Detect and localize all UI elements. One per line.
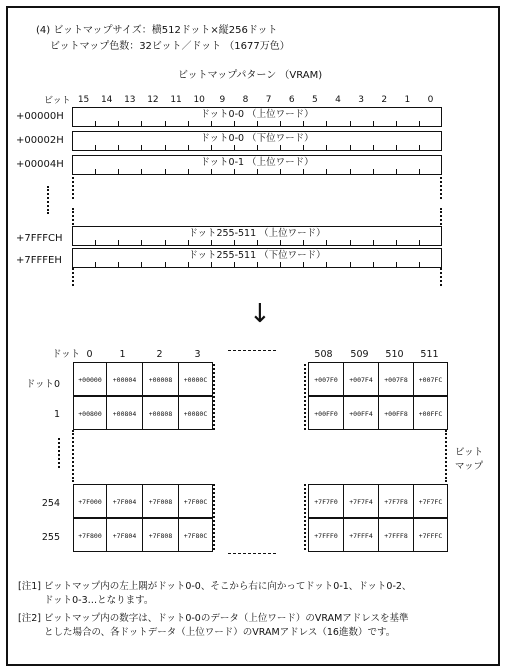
col-header: 3 bbox=[194, 349, 201, 360]
bit-number-label: 0 bbox=[427, 95, 434, 105]
continuation-line-left-3 bbox=[72, 268, 74, 286]
side-label-bit: ビット bbox=[455, 447, 484, 458]
header-size-text: (4) ビットマップサイズ：横512ドット×縦256ドット bbox=[36, 25, 278, 36]
bit-tick bbox=[257, 240, 258, 245]
top-continuation-dash bbox=[228, 350, 276, 351]
col-header: 508 bbox=[314, 349, 333, 360]
bit-tick bbox=[188, 121, 189, 126]
bit-tick bbox=[141, 121, 142, 126]
bit-tick bbox=[280, 169, 281, 174]
bit-tick bbox=[373, 240, 374, 245]
bit-tick bbox=[396, 145, 397, 150]
bit-tick bbox=[280, 240, 281, 245]
figure-frame bbox=[6, 6, 500, 666]
bit-number-label: 14 bbox=[100, 95, 113, 105]
note-1-line-1: [注1] ビットマップ内の左上隅がドット0-0、そこから右に向かってドット0-1、ドット0-2、 bbox=[18, 581, 412, 592]
bitmap-cell: +7F004 bbox=[106, 484, 143, 518]
bit-tick bbox=[373, 262, 374, 267]
bit-tick bbox=[165, 169, 166, 174]
bit-tick bbox=[257, 145, 258, 150]
bit-tick bbox=[141, 169, 142, 174]
bitmap-cell: +0080C bbox=[178, 396, 213, 430]
vram-row bbox=[72, 155, 442, 175]
bit-tick bbox=[419, 169, 420, 174]
bitmap-cell: +00FF4 bbox=[343, 396, 379, 430]
dot-row-prefix: ドット bbox=[25, 379, 54, 390]
vram-row-label: ドット0-0 （下位ワード） bbox=[200, 133, 314, 144]
bit-tick bbox=[188, 145, 189, 150]
bit-tick bbox=[373, 145, 374, 150]
grid-mid-right-continuation bbox=[304, 364, 306, 430]
continuation-dots-addr bbox=[47, 186, 49, 214]
bit-tick bbox=[257, 169, 258, 174]
bit-number-label: 9 bbox=[219, 95, 226, 105]
bit-tick bbox=[419, 262, 420, 267]
bit-tick bbox=[188, 169, 189, 174]
bitmap-cell: +00004 bbox=[106, 362, 143, 396]
bitmap-cell: +00FFC bbox=[413, 396, 448, 430]
bit-tick bbox=[211, 262, 212, 267]
bit-tick bbox=[95, 240, 96, 245]
grid-mid-left-continuation bbox=[213, 364, 215, 430]
row-addr: +7FFFCH bbox=[16, 233, 63, 244]
bitmap-cell: +0000C bbox=[178, 362, 213, 396]
bitmap-cell: +7FFF4 bbox=[343, 518, 379, 552]
row-addr: +00002H bbox=[16, 135, 64, 146]
bitmap-cell: +7F800 bbox=[73, 518, 107, 552]
vram-row bbox=[72, 107, 442, 127]
bit-tick bbox=[95, 262, 96, 267]
side-label-map: マップ bbox=[455, 461, 484, 472]
bitmap-cell: +7F00C bbox=[178, 484, 213, 518]
vram-row bbox=[72, 226, 442, 246]
bit-tick bbox=[373, 169, 374, 174]
bit-tick bbox=[118, 240, 119, 245]
bit-tick bbox=[303, 145, 304, 150]
bit-tick bbox=[326, 262, 327, 267]
bitmap-cell: +7F000 bbox=[73, 484, 107, 518]
bit-tick bbox=[234, 240, 235, 245]
bit-tick bbox=[141, 262, 142, 267]
bitmap-cell: +00FF0 bbox=[308, 396, 344, 430]
bit-tick bbox=[118, 262, 119, 267]
bit-tick bbox=[188, 262, 189, 267]
grid-right-continuation bbox=[445, 430, 447, 482]
header-color-text: ビットマップ色数：32ビット／ドット （1677万色） bbox=[50, 41, 290, 52]
bit-number-label: 1 bbox=[404, 95, 411, 105]
bitmap-cell: +7F7FC bbox=[413, 484, 448, 518]
continuation-line-left-2 bbox=[72, 208, 74, 228]
bit-tick bbox=[326, 145, 327, 150]
bitmap-cell: +7F808 bbox=[142, 518, 179, 552]
bit-number-label: 4 bbox=[335, 95, 341, 105]
grid-mid-left-continuation-2 bbox=[213, 484, 215, 550]
col-header: 2 bbox=[156, 349, 163, 360]
bit-tick bbox=[118, 145, 119, 150]
bitmap-cell: +7F804 bbox=[106, 518, 143, 552]
bitmap-cell: +7FFF0 bbox=[308, 518, 344, 552]
bottom-continuation-dash bbox=[228, 553, 276, 554]
bit-tick bbox=[234, 169, 235, 174]
bit-tick bbox=[326, 121, 327, 126]
bitmap-cell: +00000 bbox=[73, 362, 107, 396]
continuation-line-left bbox=[72, 177, 74, 199]
bit-tick bbox=[326, 169, 327, 174]
bit-number-label: 10 bbox=[193, 95, 205, 105]
bit-tick bbox=[234, 262, 235, 267]
bit-tick bbox=[350, 121, 351, 126]
bit-word-label: ビット bbox=[44, 96, 71, 106]
bit-number-label: 6 bbox=[288, 95, 295, 105]
vram-row bbox=[72, 248, 442, 268]
bit-tick bbox=[234, 121, 235, 126]
dot-word-label: ドット bbox=[52, 349, 81, 360]
bit-tick bbox=[95, 145, 96, 150]
bit-tick bbox=[141, 145, 142, 150]
bit-tick bbox=[303, 169, 304, 174]
vram-row-label: ドット0-1 （上位ワード） bbox=[200, 157, 314, 168]
bitmap-cell: +00FF8 bbox=[378, 396, 414, 430]
row-header-value: 0 bbox=[53, 379, 60, 390]
bitmap-cell: +007F0 bbox=[308, 362, 344, 396]
col-header: 0 bbox=[86, 349, 93, 360]
note-2-line-2: とした場合の、各ドットデータ（上位ワード）のVRAMアドレス（16進数）です。 bbox=[44, 627, 396, 638]
bit-tick bbox=[211, 240, 212, 245]
bit-tick bbox=[419, 121, 420, 126]
bit-tick bbox=[280, 145, 281, 150]
bit-tick bbox=[257, 262, 258, 267]
vram-row-label: ドット255-511 （上位ワード） bbox=[188, 228, 326, 239]
bit-number-label: 13 bbox=[124, 95, 136, 105]
bitmap-cell: +7F008 bbox=[142, 484, 179, 518]
bitmap-cell: +007F8 bbox=[378, 362, 414, 396]
bit-number-label: 5 bbox=[311, 95, 318, 105]
bit-tick bbox=[303, 262, 304, 267]
continuation-line-right-3 bbox=[440, 268, 442, 286]
bitmap-cell: +00804 bbox=[106, 396, 143, 430]
bitmap-cell: +00008 bbox=[142, 362, 179, 396]
bit-number-label: 15 bbox=[77, 95, 90, 105]
vram-row-label: ドット0-0 （上位ワード） bbox=[200, 109, 314, 120]
bit-number-label: 2 bbox=[381, 95, 388, 105]
continuation-line-right bbox=[440, 177, 442, 199]
bit-number-label: 8 bbox=[242, 95, 249, 105]
grid-left-continuation bbox=[72, 430, 74, 482]
down-arrow-icon: ↓ bbox=[249, 299, 271, 329]
note-2-line-1: [注2] ビットマップ内の数字は、ドット0-0のデータ（上位ワード）のVRAMアドレスを基準 bbox=[18, 613, 409, 624]
grid-mid-right-continuation-2 bbox=[304, 484, 306, 550]
bitmap-cell: +7FFF8 bbox=[378, 518, 414, 552]
bitmap-cell: +00808 bbox=[142, 396, 179, 430]
vram-row bbox=[72, 131, 442, 151]
bit-tick bbox=[165, 121, 166, 126]
bit-tick bbox=[257, 121, 258, 126]
bitmap-cell: +7F80C bbox=[178, 518, 213, 552]
bit-tick bbox=[234, 145, 235, 150]
bit-tick bbox=[373, 121, 374, 126]
bit-tick bbox=[118, 121, 119, 126]
bitmap-cell: +00800 bbox=[73, 396, 107, 430]
row-continuation-dots bbox=[58, 438, 60, 468]
row-header: 1 bbox=[53, 409, 60, 420]
bit-tick bbox=[396, 240, 397, 245]
continuation-line-right-2 bbox=[440, 208, 442, 228]
bit-number-label: 3 bbox=[358, 95, 364, 105]
bit-tick bbox=[141, 240, 142, 245]
bit-tick bbox=[165, 240, 166, 245]
bit-number-label: 7 bbox=[265, 95, 272, 105]
col-header: 509 bbox=[350, 349, 369, 360]
bit-tick bbox=[396, 121, 397, 126]
bit-tick bbox=[211, 145, 212, 150]
diagram-title: ビットマップパターン （VRAM) bbox=[178, 70, 323, 81]
bit-tick bbox=[350, 145, 351, 150]
row-addr: +7FFFEH bbox=[16, 255, 62, 266]
bitmap-cell: +7F7F0 bbox=[308, 484, 344, 518]
row-addr: +00000H bbox=[16, 111, 64, 122]
bitmap-cell: +7F7F4 bbox=[343, 484, 379, 518]
bit-tick bbox=[326, 240, 327, 245]
bit-tick bbox=[350, 169, 351, 174]
bit-tick bbox=[211, 121, 212, 126]
col-header: 510 bbox=[385, 349, 404, 360]
bit-tick bbox=[350, 240, 351, 245]
bit-tick bbox=[118, 169, 119, 174]
bitmap-cell: +007F4 bbox=[343, 362, 379, 396]
bitmap-cell: +7FFFC bbox=[413, 518, 448, 552]
row-addr: +00004H bbox=[16, 159, 64, 170]
bit-tick bbox=[396, 262, 397, 267]
row-header: 255 bbox=[41, 532, 60, 543]
row-header bbox=[20, 376, 60, 390]
bit-tick bbox=[188, 240, 189, 245]
bit-tick bbox=[280, 121, 281, 126]
bit-number-label: 12 bbox=[147, 95, 159, 105]
bit-tick bbox=[419, 240, 420, 245]
bit-tick bbox=[396, 169, 397, 174]
bit-tick bbox=[280, 262, 281, 267]
bit-tick bbox=[95, 169, 96, 174]
bit-tick bbox=[419, 145, 420, 150]
row-header: 254 bbox=[41, 498, 60, 509]
bitmap-cell: +7F7F8 bbox=[378, 484, 414, 518]
bit-tick bbox=[165, 262, 166, 267]
bit-tick bbox=[350, 262, 351, 267]
bitmap-cell: +007FC bbox=[413, 362, 448, 396]
col-header: 511 bbox=[420, 349, 439, 360]
bit-tick bbox=[211, 169, 212, 174]
bit-number-label: 11 bbox=[170, 95, 182, 105]
col-header: 1 bbox=[119, 349, 126, 360]
bit-tick bbox=[303, 240, 304, 245]
vram-row-label: ドット255-511 （下位ワード） bbox=[188, 250, 326, 261]
bit-tick bbox=[165, 145, 166, 150]
bit-tick bbox=[303, 121, 304, 126]
bit-tick bbox=[95, 121, 96, 126]
note-1-line-2: ドット0-3…となります。 bbox=[44, 595, 154, 606]
